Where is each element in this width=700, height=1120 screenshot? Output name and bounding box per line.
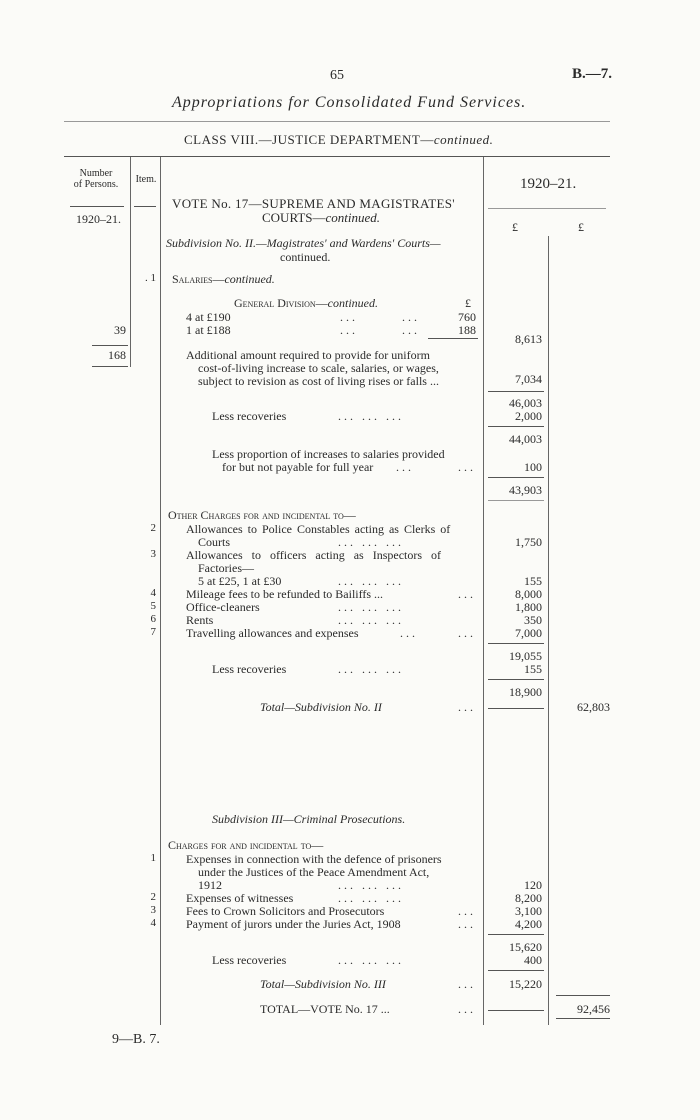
dot-leader: ... — [458, 626, 476, 640]
item-number: 7 — [150, 626, 156, 638]
charge-item-text: under the Justices of the Peace Amendment Act, — [198, 865, 430, 879]
charge-item-value: 8,200 — [515, 891, 542, 905]
dot-leader: ... — [396, 460, 414, 474]
charge-item-value: 1,800 — [515, 600, 542, 614]
persons-sum-rule — [92, 345, 128, 346]
charge-item-value: 4,200 — [515, 917, 542, 931]
charge-item-text: Office-cleaners — [186, 600, 260, 614]
subdivision-2-total-label: Total—Subdivision No. II — [260, 700, 382, 714]
dot-leader: ... — [458, 1002, 476, 1016]
dot-leader: ... ... ... — [338, 574, 404, 588]
year-header: 1920–21. — [520, 176, 577, 192]
dot-leader: ... ... ... — [338, 662, 404, 676]
persons-count: 39 — [114, 323, 126, 337]
dot-leader: ... — [458, 977, 476, 991]
salaries-label: Salaries—continued. — [172, 272, 275, 286]
charge-item-text: Payment of jurors under the Juries Act, 1908 — [186, 917, 401, 931]
general-pound-sign: £ — [465, 296, 471, 310]
sum-rule — [488, 708, 544, 709]
item-column-divider — [160, 157, 161, 1025]
sum-rule — [488, 426, 544, 427]
vote-heading-line1: VOTE No. 17—SUPREME AND MAGISTRATES' — [172, 196, 455, 211]
charge-item-value: 120 — [524, 878, 542, 892]
charge-item-text: 5 at £25, 1 at £30 — [198, 574, 282, 588]
persons-total: 168 — [108, 348, 126, 362]
item-header-rule — [134, 206, 156, 207]
less-recoveries-label: Less recoveries — [212, 662, 287, 676]
item-number: . 1 — [145, 272, 156, 284]
less-proportion-text: for but not payable for full year — [222, 460, 374, 474]
sum-value: 46,003 — [509, 396, 542, 410]
dot-leader: ... — [340, 310, 358, 324]
sum-rule — [556, 995, 610, 996]
item-header: Item. — [135, 174, 157, 185]
subdivision-2-total-value: 62,803 — [577, 700, 610, 714]
dot-leader: ... — [458, 917, 476, 931]
less-recoveries-label: Less recoveries — [212, 953, 287, 967]
dot-leader: ... — [340, 323, 358, 337]
subdivision-3-heading: Subdivision III—Criminal Prosecutions. — [212, 812, 406, 826]
charge-item-text: Fees to Crown Solicitors and Prosecutors — [186, 904, 385, 918]
less-recoveries-value: 2,000 — [515, 409, 542, 423]
less-recoveries-value: 400 — [524, 953, 542, 967]
dot-leader: ... — [458, 700, 476, 714]
additional-value: 7,034 — [515, 372, 542, 386]
sum-rule — [488, 500, 544, 501]
sum-value: 19,055 — [509, 649, 542, 663]
charge-item-value: 8,000 — [515, 587, 542, 601]
dot-leader: ... ... ... — [338, 891, 404, 905]
total-column-divider — [548, 236, 549, 1025]
amount-column-divider — [483, 157, 484, 1025]
dot-leader: ... — [458, 904, 476, 918]
salary-row-value: 760 — [458, 310, 476, 324]
charge-item-text: Expenses in connection with the defence of prisoners — [186, 852, 442, 866]
charge-item-text: Rents — [186, 613, 214, 627]
dot-leader: ... ... ... — [338, 953, 404, 967]
sum-rule — [488, 1010, 544, 1011]
charge-item-value: 155 — [524, 574, 542, 588]
year-left-label: 1920–21. — [76, 212, 121, 226]
page-number: 65 — [330, 68, 344, 83]
dot-leader: ... ... ... — [338, 409, 404, 423]
persons-header: Number of Persons. — [73, 168, 119, 190]
salary-row-label: 4 at £190 — [186, 310, 231, 324]
sum-rule — [488, 970, 544, 971]
less-recoveries-value: 155 — [524, 662, 542, 676]
dot-leader: ... — [458, 587, 476, 601]
vote-total-value: 92,456 — [577, 1002, 610, 1016]
less-recoveries-label: Less recoveries — [212, 409, 287, 423]
dot-leader: ... — [458, 460, 476, 474]
item-number: 1 — [150, 852, 156, 864]
charge-item-value: 7,000 — [515, 626, 542, 640]
dot-leader: ... — [400, 626, 418, 640]
item-number: 3 — [150, 904, 156, 916]
charge-item-text: Allowances to officers acting as Inspectors of — [186, 548, 442, 562]
sum-rule — [488, 391, 544, 392]
item-number: 4 — [150, 587, 156, 599]
dot-leader: ... ... ... — [338, 600, 404, 614]
table-top-rule — [64, 156, 610, 157]
additional-amount-text: Additional amount required to provide for uniform — [186, 348, 430, 362]
item-number: 2 — [150, 891, 156, 903]
sum-value: 15,620 — [509, 940, 542, 954]
persons-double-rule — [92, 366, 128, 367]
double-rule — [556, 1018, 610, 1019]
dot-leader: ... — [402, 310, 420, 324]
salary-row-label: 1 at £188 — [186, 323, 231, 337]
general-division-label: General Division—continued. — [234, 296, 378, 310]
dot-leader: ... ... ... — [338, 878, 404, 892]
sum-rule — [488, 477, 544, 478]
dot-leader: ... ... ... — [338, 535, 404, 549]
item-number: 3 — [150, 548, 156, 560]
other-charges-heading: Other Charges for and incidental to— — [168, 508, 356, 522]
charge-item-value: 1,750 — [515, 535, 542, 549]
less-proportion-value: 100 — [524, 460, 542, 474]
charge-item-text: Travelling allowances and expenses — [186, 626, 359, 640]
sum-rule — [428, 338, 478, 339]
charge-item-value: 3,100 — [515, 904, 542, 918]
salary-row-value: 188 — [458, 323, 476, 337]
sum-rule — [488, 934, 544, 935]
less-proportion-text: Less proportion of increases to salaries provided — [212, 447, 445, 461]
charge-item-text: Expenses of witnesses — [186, 891, 294, 905]
subdivision-2-heading-cont: continued. — [280, 250, 331, 264]
pound-sign-2: £ — [578, 220, 584, 234]
page-title: Appropriations for Consolidated Fund Services. — [172, 94, 527, 111]
dot-leader: ... — [402, 323, 420, 337]
charges-heading: Charges for and incidental to— — [168, 838, 324, 852]
persons-column-divider — [130, 157, 131, 367]
item-number: 6 — [150, 613, 156, 625]
charge-item-text: Courts — [198, 535, 231, 549]
item-number: 2 — [150, 522, 156, 534]
sum-value: 43,903 — [509, 483, 542, 497]
item-number: 4 — [150, 917, 156, 929]
persons-header-rule — [70, 206, 124, 207]
additional-amount-text: cost-of-living increase to scale, salaries, or wages, — [198, 361, 439, 375]
charge-item-value: 350 — [524, 613, 542, 627]
sum-rule — [488, 643, 544, 644]
subdivision-2-heading: Subdivision No. II.—Magistrates' and Wardens' Courts— — [166, 236, 441, 250]
charge-item-text: 1912 — [198, 878, 222, 892]
charge-item-text: Factories— — [198, 561, 254, 575]
sum-value: 18,900 — [509, 685, 542, 699]
item-number: 5 — [150, 600, 156, 612]
charge-item-text: Mileage fees to be refunded to Bailiffs ... — [186, 587, 384, 601]
dot-leader: ... ... ... — [338, 613, 404, 627]
sum-value: 44,003 — [509, 432, 542, 446]
document-reference: B.—7. — [572, 66, 613, 82]
subdivision-3-total-label: Total—Subdivision No. III — [260, 977, 386, 991]
additional-amount-text: subject to revision as cost of living rises or falls ... — [198, 374, 439, 388]
year-header-rule — [488, 208, 606, 209]
subtotal-value: 8,613 — [515, 332, 542, 346]
header-rule — [64, 121, 610, 122]
vote-total-label: TOTAL—VOTE No. 17 ... — [260, 1002, 390, 1016]
charge-item-text: Allowances to Police Constables acting as Clerks of — [186, 522, 451, 536]
sum-rule — [488, 679, 544, 680]
vote-heading-line2: COURTS—continued. — [262, 210, 381, 225]
subdivision-3-total-value: 15,220 — [509, 977, 542, 991]
footer-signature: 9—B. 7. — [112, 1032, 160, 1047]
class-heading: CLASS VIII.—JUSTICE DEPARTMENT—continued. — [184, 132, 494, 147]
pound-sign-1: £ — [512, 220, 518, 234]
